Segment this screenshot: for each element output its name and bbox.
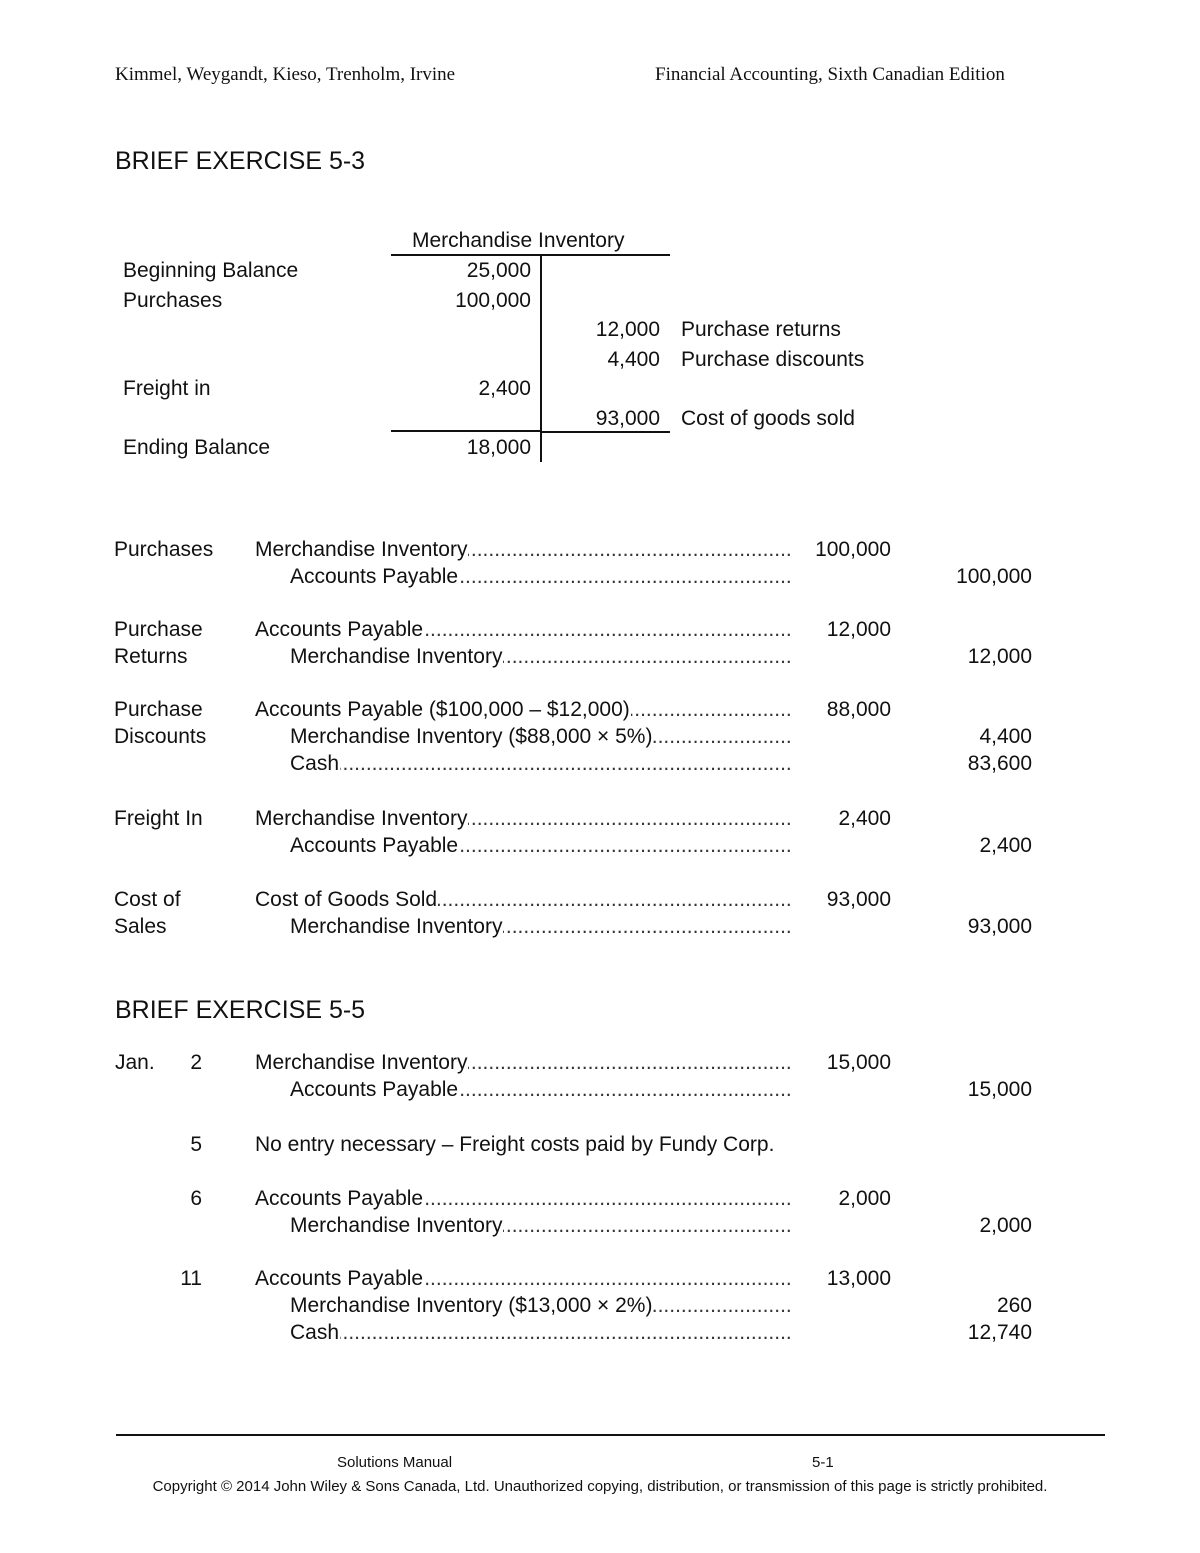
entry-label: Purchase	[114, 618, 203, 641]
debit-amount: 93,000	[826, 888, 891, 911]
journal-line-description	[290, 645, 793, 671]
journal-line-description	[290, 752, 793, 778]
account-name: Cash	[290, 752, 340, 775]
account-name: Accounts Payable	[255, 618, 424, 641]
section-title-be-5-5: BRIEF EXERCISE 5-5	[115, 996, 366, 1024]
journal-line-description	[290, 725, 793, 751]
journal-line-description	[290, 1321, 793, 1347]
header-authors: Kimmel, Weygandt, Kieso, Trenholm, Irvine	[115, 64, 456, 85]
debit-amount: 100,000	[815, 538, 891, 561]
credit-amount: 4,400	[979, 725, 1032, 748]
t-account-top-rule	[391, 254, 670, 256]
t-account-credit-amount: 12,000	[595, 318, 660, 341]
t-account-left-label: Beginning Balance	[123, 259, 299, 282]
footer-page-number: 5-1	[812, 1454, 834, 1471]
journal-line-description	[255, 1267, 793, 1293]
t-account-left-label: Purchases	[123, 289, 223, 312]
account-name: Merchandise Inventory	[255, 538, 468, 561]
account-name: Merchandise Inventory ($13,000 × 2%)	[290, 1294, 653, 1317]
t-account-credit-amount: 93,000	[595, 407, 660, 430]
account-name: Accounts Payable	[290, 1078, 459, 1101]
account-name: Accounts Payable	[255, 1187, 424, 1210]
journal-line-description	[255, 888, 793, 914]
entry-day: 11	[180, 1267, 202, 1290]
journal-line-description	[255, 807, 793, 833]
journal-line-description	[290, 834, 793, 860]
entry-label: Cost of	[114, 888, 181, 911]
section-title-be-5-3: BRIEF EXERCISE 5-3	[115, 147, 366, 175]
account-name: Merchandise Inventory	[290, 1214, 503, 1237]
footer-copyright: Copyright © 2014 John Wiley & Sons Canada, Ltd. Unauthorized copying, distribution, or transmission of this page is strictly prohibited.	[152, 1478, 1048, 1495]
journal-line-description	[255, 698, 793, 724]
account-name: Accounts Payable	[290, 834, 459, 857]
credit-amount: 93,000	[967, 915, 1032, 938]
t-account-right-label: Cost of goods sold	[681, 407, 855, 430]
journal-line-description	[255, 1187, 793, 1213]
entry-label: Freight In	[114, 807, 203, 830]
t-account-left-label: Freight in	[123, 377, 211, 400]
t-account-title: Merchandise Inventory	[412, 229, 625, 252]
footer-rule	[116, 1434, 1105, 1436]
account-name: Accounts Payable ($100,000 – $12,000)	[255, 698, 630, 721]
account-name: Cash	[290, 1321, 340, 1344]
entry-day: 6	[190, 1187, 202, 1210]
t-account-debit-amount: 25,000	[466, 259, 531, 282]
journal-line-description	[255, 1051, 793, 1077]
debit-amount: 2,000	[838, 1187, 891, 1210]
credit-amount: 12,740	[967, 1321, 1032, 1344]
entry-note: No entry necessary – Freight costs paid by Fundy Corp.	[255, 1133, 775, 1156]
month-label: Jan.	[115, 1051, 155, 1074]
credit-amount: 12,000	[967, 645, 1032, 668]
journal-line-description	[290, 565, 793, 591]
entry-label: Purchases	[114, 538, 214, 561]
journal-line-description	[290, 915, 793, 941]
journal-line-description	[290, 1214, 793, 1240]
entry-label: Returns	[114, 645, 188, 668]
account-name: Merchandise Inventory	[290, 915, 503, 938]
entry-label: Discounts	[114, 725, 207, 748]
account-name: Merchandise Inventory	[255, 807, 468, 830]
t-account-debit-amount: 100,000	[455, 289, 531, 312]
account-name: Merchandise Inventory	[290, 645, 503, 668]
journal-line-description	[290, 1294, 793, 1320]
debit-amount: 88,000	[826, 698, 891, 721]
account-name: Accounts Payable	[290, 565, 459, 588]
credit-amount: 83,600	[967, 752, 1032, 775]
footer-manual: Solutions Manual	[337, 1454, 453, 1471]
journal-line-description	[255, 618, 793, 644]
credit-amount: 2,000	[979, 1214, 1032, 1237]
entry-label: Purchase	[114, 698, 203, 721]
credit-amount: 2,400	[979, 834, 1032, 857]
debit-amount: 2,400	[838, 807, 891, 830]
t-account-credit-total-rule	[541, 431, 670, 433]
credit-amount: 15,000	[967, 1078, 1032, 1101]
t-account-debit-amount: 18,000	[466, 436, 531, 459]
account-name: Merchandise Inventory ($88,000 × 5%)	[290, 725, 653, 748]
t-account-right-label: Purchase discounts	[681, 348, 865, 371]
t-account-debit-amount: 2,400	[478, 377, 531, 400]
account-name: Cost of Goods Sold	[255, 888, 438, 911]
credit-amount: 260	[996, 1294, 1032, 1317]
entry-label: Sales	[114, 915, 167, 938]
entry-day: 5	[190, 1133, 202, 1156]
entry-day: 2	[190, 1051, 202, 1074]
t-account-left-label: Ending Balance	[123, 436, 271, 459]
header-book-title: Financial Accounting, Sixth Canadian Edition	[655, 64, 1005, 85]
t-account-right-label: Purchase returns	[681, 318, 841, 341]
credit-amount: 100,000	[956, 565, 1032, 588]
account-name: Accounts Payable	[255, 1267, 424, 1290]
journal-line-description	[255, 538, 793, 564]
debit-amount: 15,000	[826, 1051, 891, 1074]
t-account-credit-amount: 4,400	[607, 348, 660, 371]
debit-amount: 12,000	[826, 618, 891, 641]
debit-amount: 13,000	[826, 1267, 891, 1290]
account-name: Merchandise Inventory	[255, 1051, 468, 1074]
journal-line-description	[290, 1078, 793, 1104]
t-account-debit-total-rule	[391, 430, 541, 432]
